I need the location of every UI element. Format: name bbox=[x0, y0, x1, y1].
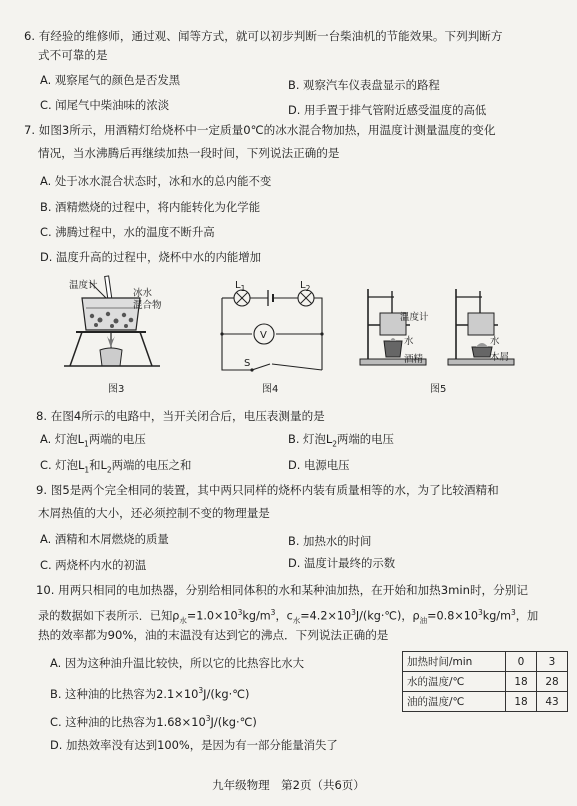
figure-5-caption: 图5 bbox=[430, 384, 447, 395]
table-cell: 28 bbox=[537, 672, 568, 692]
q7-option-b: B. 酒精燃烧的过程中，将内能转化为化学能 bbox=[40, 200, 261, 214]
q6-option-b: B. 观察汽车仪表盘显示的路程 bbox=[288, 78, 440, 92]
q6-option-a: A. 观察尾气的颜色是否发黑 bbox=[40, 73, 181, 87]
q8-option-a: A. 灯泡$L_1$两端的电压 bbox=[40, 432, 146, 449]
q8-option-b: B. 灯泡$L_2$两端的电压 bbox=[288, 432, 394, 449]
figure-4-caption: 图4 bbox=[262, 384, 279, 395]
table-row bbox=[403, 692, 568, 712]
q6-option-c: C. 闻尾气中柴油味的浓淡 bbox=[40, 98, 170, 112]
q9-option-c: C. 两烧杯内水的初温 bbox=[40, 558, 147, 572]
q6-stem-line2: 式不可靠的是 bbox=[38, 48, 108, 62]
q10-option-d: D. 加热效率没有达到100%，是因为有一部分能量消失了 bbox=[50, 738, 338, 752]
table-cell: 油的温度/℃ bbox=[403, 692, 506, 712]
table-cell: 水的温度/℃ bbox=[403, 672, 506, 692]
table-cell: 0 bbox=[506, 652, 537, 672]
figure-3-thermometer-label: 温度计 bbox=[69, 280, 98, 291]
figure-3-caption: 图3 bbox=[108, 384, 125, 395]
q9-option-b: B. 加热水的时间 bbox=[288, 534, 372, 548]
q6-option-d: D. 用手置于排气管附近感受温度的高低 bbox=[288, 103, 487, 117]
figure-4-l1-label: $L_1$ bbox=[235, 280, 246, 293]
q8-stem: 8. 在图4所示的电路中，当开关闭合后，电压表测量的是 bbox=[36, 409, 325, 423]
figure-5-water-label-right: 水 bbox=[490, 336, 500, 347]
q10-option-c: C. 这种油的比热容为$1.68\times 10^3J/(kg\cdot℃)$ bbox=[50, 714, 257, 729]
q10-stem-line3: 热的效率都为90%，油的末温没有达到它的沸点．下列说法正确的是 bbox=[38, 628, 389, 642]
table-cell: 43 bbox=[537, 692, 568, 712]
q9-stem-line1: 9. 图5是两个完全相同的装置，其中两只同样的烧杯内装有质量相等的水，为了比较酒精和 bbox=[36, 483, 499, 497]
table-cell: 加热时间/min bbox=[403, 652, 506, 672]
q7-stem-line2: 情况，当水沸腾后再继续加热一段时间，下列说法正确的是 bbox=[38, 146, 340, 160]
q10-option-a: A. 因为这种油升温比较快，所以它的比热容比水大 bbox=[50, 656, 305, 670]
figure-5-thermometer-label: 温度计 bbox=[400, 312, 429, 323]
figure-5-water-label-left: 水 bbox=[404, 336, 414, 347]
q10-option-b: B. 这种油的比热容为$2.1\times 10^3J/(kg\cdot℃)$ bbox=[50, 686, 250, 701]
q8-option-c: C. 灯泡$L_1$和$L_2$两端的电压之和 bbox=[40, 458, 192, 475]
table-row bbox=[403, 672, 568, 692]
figure-4-circuit-diagram bbox=[212, 284, 337, 379]
q9-option-d: D. 温度计最终的示数 bbox=[288, 556, 396, 570]
q9-stem-line2: 木屑热值的大小，还必须控制不变的物理量是 bbox=[38, 506, 270, 520]
figure-5-alcohol-label: 酒精 bbox=[404, 354, 424, 365]
figure-3-mixture-label-2: 混合物 bbox=[133, 300, 162, 311]
q10-stem-line2: 录的数据如下表所示．已知$\rho_水=1.0\times 10^3kg/m^3$，$c_水=4.2\times 10^3J/(kg\cdot℃)$，$\rho_油=0.8\times 10^3kg/m^3$，加 bbox=[38, 608, 539, 625]
q10-data-table bbox=[402, 651, 568, 712]
table-cell: 18 bbox=[506, 672, 537, 692]
q7-option-a: A. 处于冰水混合状态时，冰和水的总内能不变 bbox=[40, 174, 272, 188]
q10-stem-line1: 10. 用两只相同的电加热器，分别给相同体积的水和某种油加热，在开始和加热3min时，分别记 bbox=[36, 583, 528, 597]
table-cell: 18 bbox=[506, 692, 537, 712]
q7-option-d: D. 温度升高的过程中，烧杯中水的内能增加 bbox=[40, 250, 262, 264]
figure-5-wood-label: 木屑 bbox=[490, 352, 510, 363]
q7-option-c: C. 沸腾过程中，水的温度不断升高 bbox=[40, 225, 215, 239]
q7-stem-line1: 7. 如图3所示，用酒精灯给烧杯中一定质量0℃的冰水混合物加热，用温度计测量温度的变化 bbox=[24, 123, 496, 137]
figure-4-switch-label: S bbox=[244, 358, 251, 369]
q8-option-d: D. 电源电压 bbox=[288, 458, 350, 472]
q6-stem-line1: 6. 有经验的维修师，通过观、闻等方式，就可以初步判断一台柴油机的节能效果。下列判断方 bbox=[24, 29, 503, 43]
page-footer: 九年级物理 第2页（共6页） bbox=[212, 778, 365, 792]
figure-4-l2-label: $L_2$ bbox=[300, 280, 311, 293]
table-cell: 3 bbox=[537, 652, 568, 672]
table-row bbox=[403, 652, 568, 672]
figure-3-mixture-label-1: 冰水 bbox=[133, 288, 153, 299]
figure-4-voltmeter-label: V bbox=[260, 330, 267, 341]
q9-option-a: A. 酒精和木屑燃烧的质量 bbox=[40, 532, 169, 546]
